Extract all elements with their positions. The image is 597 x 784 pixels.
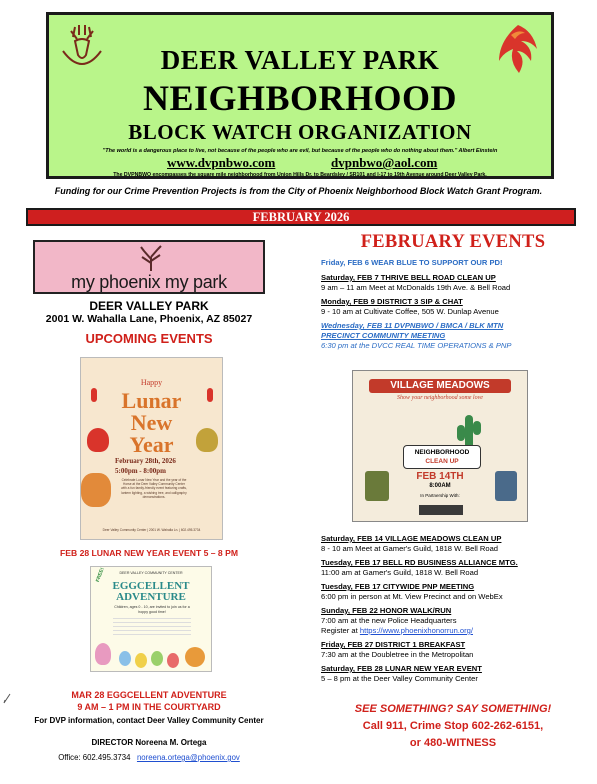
trash-bin-icon bbox=[365, 471, 389, 501]
event-title: Monday, FEB 9 DISTRICT 3 SIP & CHAT bbox=[321, 297, 463, 306]
egg-caption-title: MAR 28 EGGCELLENT ADVENTURE bbox=[71, 690, 227, 700]
lny-flyer-time: 5:00pm - 8:00pm bbox=[115, 467, 166, 475]
event-title: Saturday, FEB 14 VILLAGE MEADOWS CLEAN UP bbox=[321, 534, 502, 543]
my-phoenix-my-park-logo bbox=[33, 240, 265, 294]
header-banner bbox=[46, 12, 554, 179]
partner-logo bbox=[419, 505, 463, 515]
pen-icon bbox=[2, 692, 12, 704]
flower-icon bbox=[185, 647, 205, 667]
event-register-label: Register at bbox=[321, 626, 358, 635]
cactus-icon bbox=[473, 421, 481, 435]
header-quote: "The world is a dangerous place to live, not because of the people who are evil, but because of the people who do nothing about them." Albert Einstein bbox=[102, 148, 498, 154]
event-detail: 8 - 10 am Meet at Gamer's Guild, 1818 W. Bell Road bbox=[321, 544, 499, 553]
lion-dance-icon bbox=[196, 428, 218, 452]
event-item bbox=[321, 558, 583, 578]
vm-flyer-time: 8:00AM bbox=[429, 483, 451, 489]
egg-caption-time: 9 AM – 1 PM IN THE COURTYARD bbox=[77, 702, 221, 712]
header-title-top: DEER VALLEY PARK bbox=[160, 45, 440, 75]
contact-note: For DVP information, contact Deer Valley Community Center bbox=[34, 716, 264, 725]
event-detail: 7:30 am at the Doubletree in the Metropolitan bbox=[321, 650, 474, 659]
lny-flyer-title: New bbox=[130, 410, 173, 435]
egg-flyer-body: Children, ages 0 - 10, are invited to join us for a hoppy good time! bbox=[114, 605, 190, 614]
event-title: Tuesday, FEB 17 CITYWIDE PNP MEETING bbox=[321, 582, 475, 591]
lion-dance-icon bbox=[87, 428, 109, 452]
event-item bbox=[321, 273, 583, 293]
lny-caption: FEB 28 LUNAR NEW YEAR EVENT 5 – 8 PM bbox=[60, 548, 238, 558]
month-banner: FEBRUARY 2026 bbox=[26, 208, 576, 226]
lny-flyer-footer: Deer Valley Community Center | 2001 W. Wahalla Ln. | 602.495.3734 bbox=[102, 528, 201, 532]
eggcellent-adventure-flyer bbox=[90, 566, 212, 672]
event-title: Sunday, FEB 22 HONOR WALK/RUN bbox=[321, 606, 452, 615]
header-description: The DVPNBWO encompasses the square mile neighborhood from Union Hills Dr. to Beardsley / SR101 and I-17 to 19th Avenue around Deer Valley Park. bbox=[113, 172, 487, 178]
event-item bbox=[321, 297, 583, 317]
february-events-heading: FEBRUARY EVENTS bbox=[360, 232, 546, 252]
event-detail: 9 - 10 am at Cultivate Coffee, 505 W. Dunlap Avenue bbox=[321, 307, 499, 316]
vm-flyer-banner-line2: CLEAN UP bbox=[425, 458, 459, 465]
event-detail: 6:00 pm in person at Mt. View Precinct and on WebEx bbox=[321, 592, 503, 601]
upcoming-events-heading: UPCOMING EVENTS bbox=[85, 331, 213, 346]
lny-flyer-title: Happy bbox=[140, 378, 163, 387]
lny-flyer-title: Lunar bbox=[121, 388, 182, 413]
event-detail: 7:00 am at the new Police Headquarters bbox=[321, 616, 457, 625]
vm-flyer-banner-line1: NEIGHBORHOOD bbox=[414, 449, 470, 456]
event-title: Saturday, FEB 7 THRIVE BELL ROAD CLEAN UP bbox=[321, 273, 496, 282]
event-detail: 6:30 pm at the DVCC REAL TIME OPERATIONS & PNP bbox=[321, 341, 512, 350]
tiger-icon bbox=[81, 473, 111, 507]
event-title-cont: PRECINCT COMMUNITY MEETING bbox=[321, 331, 446, 340]
bunny-icon bbox=[95, 643, 111, 665]
egg-flyer-header: DEER VALLEY COMMUNITY CENTER bbox=[119, 571, 183, 575]
header-title-main: NEIGHBORHOOD bbox=[142, 78, 458, 118]
event-item bbox=[321, 258, 583, 268]
vm-flyer-title: VILLAGE MEADOWS bbox=[369, 379, 511, 393]
egg-flyer-free: FREE! bbox=[95, 566, 106, 584]
office-contact bbox=[33, 753, 265, 762]
email-link[interactable]: dvpnbwo@aol.com bbox=[331, 155, 438, 170]
crime-stop-phone: Call 911, Crime Stop 602-262-6151, bbox=[362, 720, 544, 732]
event-detail bbox=[321, 626, 583, 636]
egg-flyer-title: ADVENTURE bbox=[116, 591, 186, 603]
park-name: DEER VALLEY PARK bbox=[89, 299, 209, 313]
egg-icon bbox=[119, 651, 131, 666]
website-link[interactable]: www.dvpnbwo.com bbox=[167, 155, 276, 170]
see-something-heading: SEE SOMETHING? SAY SOMETHING! bbox=[354, 703, 552, 715]
honor-run-link[interactable]: https://www.phoenixhonorrun.org/ bbox=[359, 626, 473, 635]
vm-flyer-partner: In Partnership With: bbox=[420, 493, 460, 498]
office-email-link[interactable]: noreena.ortega@phoenix.gov bbox=[136, 753, 240, 762]
event-title: Wednesday, FEB 11 DVPNBWO / BMCA / BLK MTN bbox=[321, 321, 504, 330]
event-title: Saturday, FEB 28 LUNAR NEW YEAR EVENT bbox=[321, 664, 482, 673]
park-logo-text: my phoenix my park bbox=[71, 272, 227, 292]
egg-flyer-title: EGGCELLENT bbox=[112, 580, 190, 592]
egg-icon bbox=[151, 651, 163, 666]
lny-flyer-date: February 28th, 2026 bbox=[115, 457, 176, 465]
egg-flyer-schedule bbox=[113, 615, 191, 637]
village-meadows-flyer bbox=[352, 370, 528, 522]
event-detail: 5 – 8 pm at the Deer Valley Community Center bbox=[321, 674, 478, 683]
event-title: Friday, FEB 6 WEAR BLUE TO SUPPORT OUR PD! bbox=[321, 258, 503, 267]
event-item bbox=[321, 321, 583, 351]
director-name: DIRECTOR Noreena M. Ortega bbox=[91, 738, 207, 747]
lny-flyer-body: Celebrate Lunar New Year and the year of the Horse at the Deer Valley Community Center with a fun family-friendly event featuring crafts, lantern lighting, a wishing tree, and calligraphy demonstrations. bbox=[121, 478, 187, 499]
event-item bbox=[321, 640, 583, 660]
header-title-sub: BLOCK WATCH ORGANIZATION bbox=[128, 120, 472, 144]
event-item bbox=[321, 664, 583, 684]
event-title: Tuesday, FEB 17 BELL RD BUSINESS ALLIANCE MTG. bbox=[321, 558, 518, 567]
tree-icon bbox=[136, 245, 166, 271]
vm-flyer-banner bbox=[403, 445, 481, 469]
cactus-icon bbox=[457, 425, 465, 441]
event-title: Friday, FEB 27 DISTRICT 1 BREAKFAST bbox=[321, 640, 466, 649]
funding-note: Funding for our Crime Prevention Projects is from the City of Phoenix Neighborhood Block Watch Grant Program. bbox=[54, 186, 543, 196]
lny-flyer-title: Year bbox=[129, 432, 174, 457]
lunar-new-year-flyer bbox=[80, 357, 223, 540]
office-phone: Office: 602.495.3734 bbox=[58, 753, 131, 762]
event-item bbox=[321, 606, 583, 636]
trash-bin-icon bbox=[495, 471, 517, 501]
phoenix-bird-icon bbox=[489, 21, 547, 77]
event-item bbox=[321, 582, 583, 602]
egg-icon bbox=[167, 653, 179, 668]
event-detail: 11:00 am at Gamer's Guild, 1818 W. Bell Road bbox=[321, 568, 479, 577]
vm-flyer-date: FEB 14TH bbox=[416, 471, 464, 482]
vm-flyer-subtitle: Show your neighborhood some love bbox=[397, 395, 483, 401]
event-item bbox=[321, 534, 583, 554]
egg-icon bbox=[135, 653, 147, 668]
park-address: 2001 W. Wahalla Lane, Phoenix, AZ 85027 bbox=[45, 313, 253, 325]
event-detail: 9 am – 11 am Meet at McDonalds 19th Ave. & Bell Road bbox=[321, 283, 511, 292]
witness-phone: or 480-WITNESS bbox=[409, 737, 497, 749]
